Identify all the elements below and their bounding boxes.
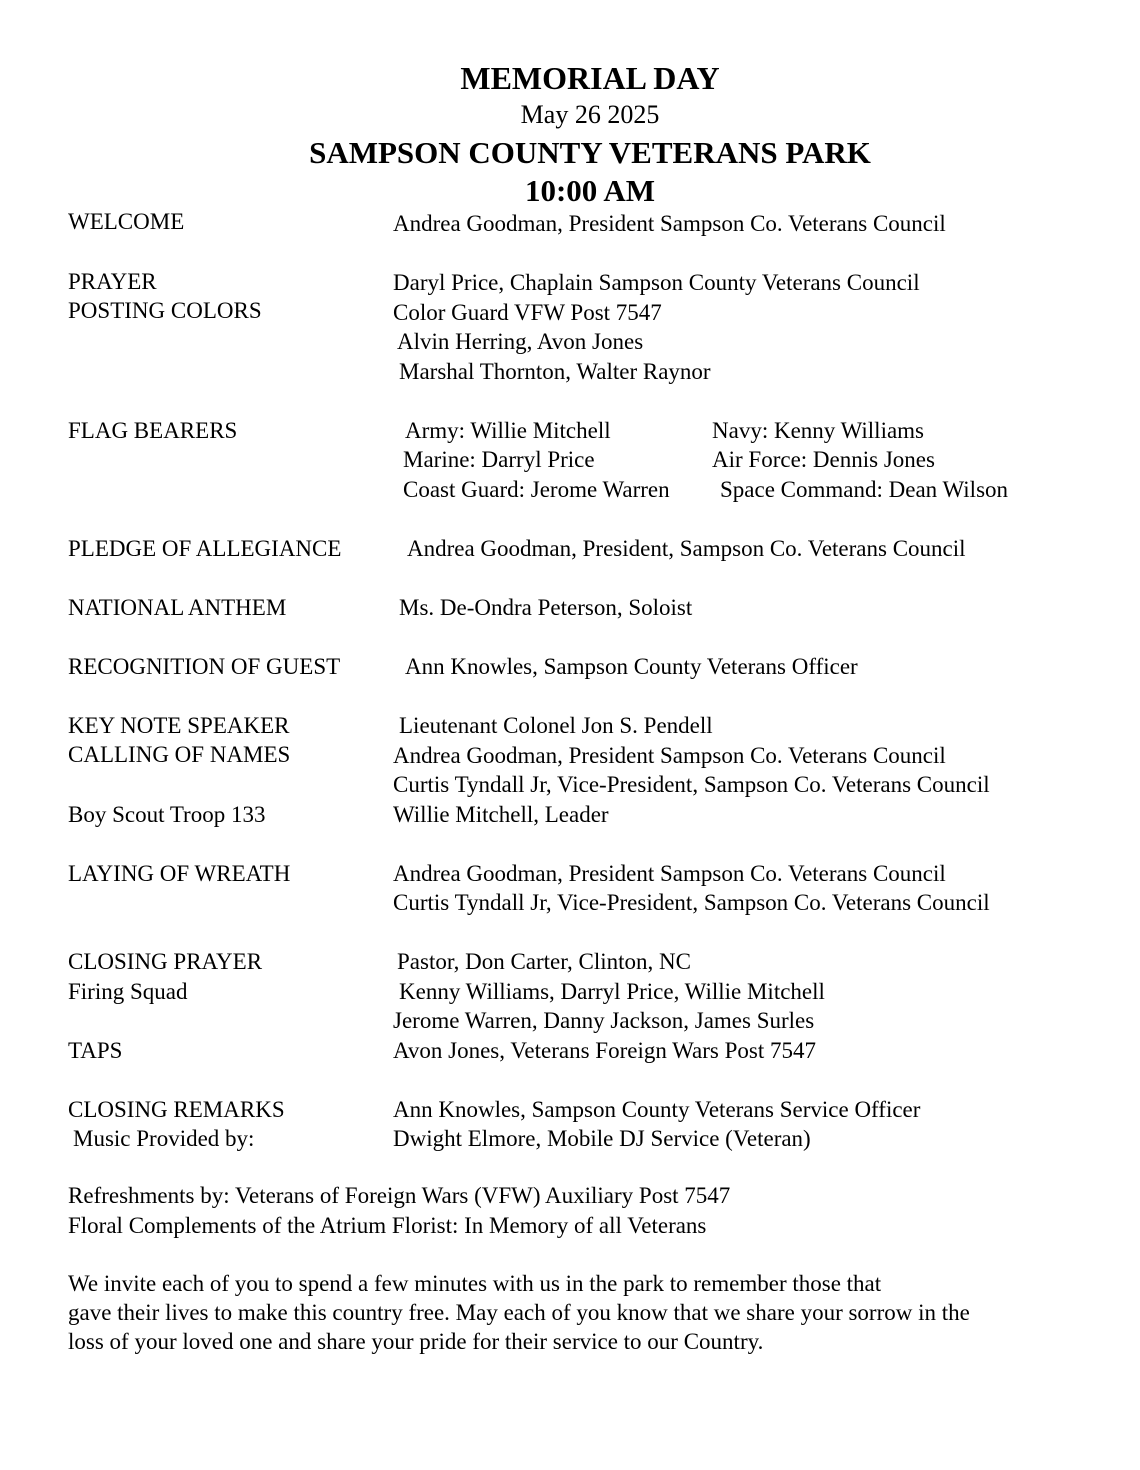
closing-prayer-value: Pastor, Don Carter, Clinton, NC	[397, 949, 691, 974]
closing-remarks-value: Ann Knowles, Sampson County Veterans Service Officer	[393, 1097, 921, 1122]
welcome-label: WELCOME	[68, 209, 185, 234]
closing-remarks-label: CLOSING REMARKS	[68, 1097, 285, 1122]
invite-line: We invite each of you to spend a few minutes with us in the park to remember those that	[68, 1271, 882, 1296]
keynote-value: Lieutenant Colonel Jon S. Pendell	[399, 713, 713, 738]
wreath-label: LAYING OF WREATH	[68, 861, 291, 886]
calling-names-line: Curtis Tyndall Jr, Vice-President, Sampson Co. Veterans Council	[393, 772, 990, 797]
posting-colors-label: POSTING COLORS	[68, 298, 262, 323]
event-date: May 26 2025	[520, 100, 660, 129]
taps-label: TAPS	[68, 1038, 123, 1063]
flag-bearer-air-force: Air Force: Dennis Jones	[712, 447, 935, 472]
floral-note: Floral Complements of the Atrium Florist: In Memory of all Veterans	[68, 1213, 707, 1238]
music-label: Music Provided by:	[73, 1126, 255, 1151]
wreath-line: Curtis Tyndall Jr, Vice-President, Sampson Co. Veterans Council	[393, 890, 990, 915]
flag-bearer-coast-guard: Coast Guard: Jerome Warren	[403, 477, 670, 502]
calling-names-label: CALLING OF NAMES	[68, 742, 291, 767]
refreshments-note: Refreshments by: Veterans of Foreign Wars (VFW) Auxiliary Post 7547	[68, 1183, 731, 1208]
flag-bearer-space-command: Space Command: Dean Wilson	[720, 477, 1009, 502]
calling-names-line: Andrea Goodman, President Sampson Co. Veterans Council	[393, 743, 946, 768]
page-title: MEMORIAL DAY	[460, 60, 720, 96]
recognition-value: Ann Knowles, Sampson County Veterans Officer	[405, 654, 858, 679]
pledge-label: PLEDGE OF ALLEGIANCE	[68, 536, 342, 561]
boy-scout-label: Boy Scout Troop 133	[68, 802, 266, 827]
keynote-label: KEY NOTE SPEAKER	[68, 713, 290, 738]
firing-squad-line: Kenny Williams, Darryl Price, Willie Mitchell	[399, 979, 825, 1004]
posting-colors-line: Marshal Thornton, Walter Raynor	[399, 359, 711, 384]
taps-value: Avon Jones, Veterans Foreign Wars Post 7547	[393, 1038, 816, 1063]
boy-scout-value: Willie Mitchell, Leader	[393, 802, 609, 827]
anthem-value: Ms. De-Ondra Peterson, Soloist	[399, 595, 693, 620]
posting-colors-line: Alvin Herring, Avon Jones	[397, 329, 644, 354]
flag-bearers-label: FLAG BEARERS	[68, 418, 238, 443]
prayer-label: PRAYER	[68, 269, 157, 294]
flag-bearer-navy: Navy: Kenny Williams	[712, 418, 925, 443]
posting-colors-line: Color Guard VFW Post 7547	[393, 300, 662, 325]
event-location: SAMPSON COUNTY VETERANS PARK	[309, 135, 871, 170]
closing-prayer-label: CLOSING PRAYER	[68, 949, 263, 974]
prayer-value: Daryl Price, Chaplain Sampson County Veterans Council	[393, 270, 920, 295]
wreath-line: Andrea Goodman, President Sampson Co. Veterans Council	[393, 861, 946, 886]
flag-bearer-marine: Marine: Darryl Price	[403, 447, 595, 472]
event-time: 10:00 AM	[524, 173, 655, 208]
anthem-label: NATIONAL ANTHEM	[68, 595, 287, 620]
pledge-value: Andrea Goodman, President, Sampson Co. Veterans Council	[407, 536, 966, 561]
invite-line: gave their lives to make this country free. May each of you know that we share your sorrow in the	[68, 1300, 970, 1325]
firing-squad-line: Jerome Warren, Danny Jackson, James Surles	[393, 1008, 815, 1033]
recognition-label: RECOGNITION OF GUEST	[68, 654, 341, 679]
welcome-value: Andrea Goodman, President Sampson Co. Veterans Council	[393, 211, 946, 236]
flag-bearer-army: Army: Willie Mitchell	[405, 418, 611, 443]
music-value: Dwight Elmore, Mobile DJ Service (Veteran)	[393, 1126, 811, 1151]
invite-line: loss of your loved one and share your pride for their service to our Country.	[68, 1329, 764, 1354]
firing-squad-label: Firing Squad	[68, 979, 188, 1004]
